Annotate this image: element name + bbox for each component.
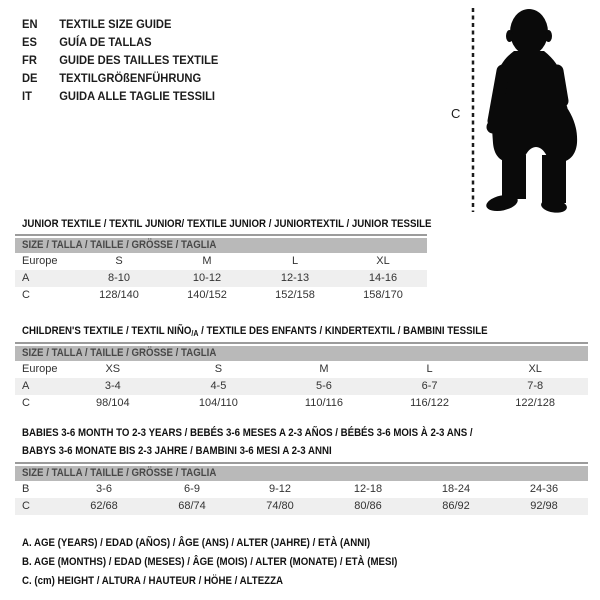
row-label: B <box>22 483 30 495</box>
legend-text-c: C. (cm) HEIGHT / ALTURA / HAUTEUR / HÖHE / ALTEZZA <box>22 575 284 587</box>
legend-text-b: B. AGE (MONTHS) / EDAD (MESES) / ÂGE (MOIS) / ALTER (MONATE) / ETÀ (MESI) <box>22 556 398 568</box>
baby-silhouette-figure <box>485 9 577 214</box>
table-cell: L <box>426 363 433 375</box>
table-cell: 62/68 <box>90 500 118 512</box>
table-cell: 68/74 <box>178 500 206 512</box>
babies-heading-line1: BABIES 3-6 MONTH TO 2-3 YEARS / BEBÉS 3-6 MESES A 2-3 AÑOS / BÉBÉS 3-6 MOIS À 2-3 ANS / <box>22 427 473 439</box>
children-table-rows <box>15 361 588 412</box>
table-cell: 128/140 <box>99 289 139 301</box>
table-cell: 140/152 <box>187 289 227 301</box>
lang-code: DE <box>22 71 38 85</box>
junior-size-table <box>15 234 427 304</box>
babies-table-rows <box>15 481 588 515</box>
table-cell: 24-36 <box>529 483 559 495</box>
table-row <box>15 378 588 395</box>
lang-title: TEXTILGRÖßENFÜHRUNG <box>59 71 202 85</box>
table-row <box>15 481 588 498</box>
table-cell: XS <box>105 363 121 375</box>
table-row <box>15 270 427 287</box>
table-cell: 158/170 <box>363 289 403 301</box>
table-cell: 86/92 <box>442 500 470 512</box>
table-cell: 110/116 <box>304 397 344 409</box>
table-cell: 152/158 <box>275 289 315 301</box>
lang-code: ES <box>22 35 37 49</box>
lang-line-it <box>22 87 218 105</box>
table-cell: 104/110 <box>198 397 238 409</box>
row-label: Europe <box>22 363 58 375</box>
legend-text-a: A. AGE (YEARS) / EDAD (AÑOS) / ÂGE (ANS) / ALTER (JAHRE) / ETÀ (ANNI) <box>22 537 371 549</box>
table-cell: 12-18 <box>353 483 383 495</box>
table-cell: 3-6 <box>96 483 112 495</box>
children-heading-pre: CHILDREN'S TEXTILE / TEXTIL NIÑO <box>22 325 192 337</box>
junior-section-heading <box>22 215 487 233</box>
lang-line-fr <box>22 51 218 69</box>
size-header-bar <box>15 346 588 361</box>
lang-code: FR <box>22 53 37 67</box>
size-header-bar <box>15 466 588 481</box>
babies-heading-line2: BABYS 3-6 MONATE BIS 2-3 JAHRE / BAMBINI 3-6 MESI A 2-3 ANNI <box>22 445 332 457</box>
legend-line-c <box>22 572 449 591</box>
size-header-text: SIZE / TALLA / TAILLE / GRÖSSE / TAGLIA <box>22 347 217 359</box>
lang-title: GUIDE DES TAILLES TEXTILE <box>59 53 219 67</box>
table-cell: 10-12 <box>192 272 222 284</box>
children-heading-sub: /A <box>191 329 199 338</box>
row-label: C <box>22 500 30 512</box>
table-row <box>15 498 588 515</box>
lang-title: GUÍA DE TALLAS <box>59 35 152 49</box>
size-header-text: SIZE / TALLA / TAILLE / GRÖSSE / TAGLIA <box>22 467 217 479</box>
table-cell: 8-10 <box>107 272 131 284</box>
table-cell: 18-24 <box>441 483 471 495</box>
legend-line-b <box>22 553 449 572</box>
table-cell: L <box>291 255 299 267</box>
row-label: Europe <box>22 255 58 267</box>
table-cell: S <box>214 363 223 375</box>
lang-line-de <box>22 69 218 87</box>
table-row <box>15 395 588 412</box>
lang-title: TEXTILE SIZE GUIDE <box>59 17 172 31</box>
babies-size-table <box>15 462 588 515</box>
children-size-table <box>15 342 588 412</box>
lang-code: IT <box>22 89 32 103</box>
language-header <box>22 15 233 105</box>
row-label: C <box>22 397 30 409</box>
table-cell: 12-13 <box>280 272 310 284</box>
lang-code: EN <box>22 17 38 31</box>
lang-line-en <box>22 15 218 33</box>
table-cell: 4-5 <box>210 380 227 392</box>
size-header-text: SIZE / TALLA / TAILLE / GRÖSSE / TAGLIA <box>22 239 217 251</box>
legend <box>22 534 449 591</box>
height-label-c: C <box>451 106 461 121</box>
row-label: A <box>22 380 30 392</box>
table-cell: 92/98 <box>530 500 558 512</box>
table-cell: XL <box>376 255 390 267</box>
babies-section-heading <box>22 424 534 460</box>
table-cell: M <box>202 255 212 267</box>
table-cell: 14-16 <box>368 272 398 284</box>
junior-heading-text: JUNIOR TEXTILE / TEXTIL JUNIOR/ TEXTILE JUNIOR / JUNIORTEXTIL / JUNIOR TESSILE <box>22 218 432 230</box>
table-cell: 98/104 <box>95 397 130 409</box>
table-cell: 74/80 <box>266 500 294 512</box>
table-cell: XL <box>528 363 542 375</box>
baby-silhouette <box>450 5 595 217</box>
table-cell: 80/86 <box>354 500 382 512</box>
table-cell: 9-12 <box>268 483 292 495</box>
table-row <box>15 253 427 270</box>
table-row <box>15 287 427 304</box>
size-header-bar <box>15 238 427 253</box>
table-cell: 122/128 <box>515 397 556 409</box>
table-cell: 7-8 <box>527 380 544 392</box>
table-cell: M <box>319 363 329 375</box>
table-cell: S <box>115 255 123 267</box>
junior-table-rows <box>15 253 427 304</box>
table-cell: 6-9 <box>184 483 200 495</box>
table-cell: 3-4 <box>104 380 121 392</box>
row-label: A <box>22 272 30 284</box>
children-section-heading <box>22 322 551 343</box>
table-cell: 5-6 <box>316 380 332 392</box>
table-cell: 116/122 <box>410 397 450 409</box>
lang-title: GUIDA ALLE TAGLIE TESSILI <box>59 89 216 103</box>
children-heading-post: / TEXTILE DES ENFANTS / KINDERTEXTIL / BAMBINI TESSILE <box>198 325 488 337</box>
row-label: C <box>22 289 30 301</box>
lang-line-es <box>22 33 218 51</box>
table-cell: 6-7 <box>421 380 438 392</box>
legend-line-a <box>22 534 449 553</box>
children-heading-text <box>22 322 488 343</box>
table-row <box>15 361 588 378</box>
